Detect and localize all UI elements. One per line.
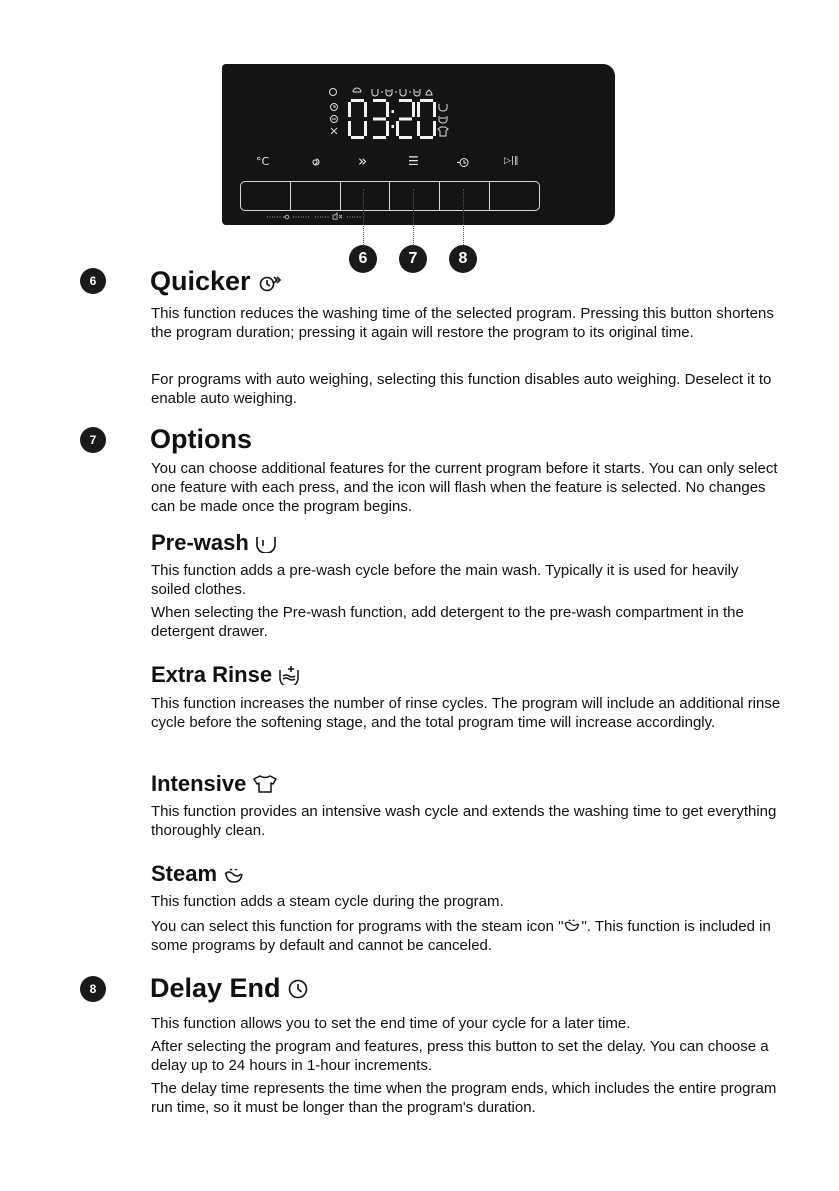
child-lock-mute-indicator	[267, 212, 372, 220]
temperature-icon: °C	[256, 155, 270, 168]
prewash-title: Pre-wash	[151, 530, 249, 555]
extra-rinse-title: Extra Rinse	[151, 662, 273, 687]
steam-title: Steam	[151, 861, 218, 886]
spin-button[interactable]	[291, 182, 341, 210]
quicker-button[interactable]	[341, 182, 391, 210]
delay-end-button[interactable]	[440, 182, 490, 210]
extra-rinse-icon	[278, 665, 300, 685]
panel-button-row	[240, 181, 540, 211]
delay-end-icon	[457, 157, 469, 168]
quicker-paragraph-2: For programs with auto weighing, selecting this function disables auto weighing. Deselect it to enable auto weighing.	[151, 371, 772, 407]
left-status-icons	[327, 102, 341, 138]
steam-paragraph-2-end: ". This function is included in some programs by default and cannot be canceled.	[151, 918, 771, 954]
steam-inline-icon	[563, 919, 581, 932]
options-list-icon: ☰	[408, 154, 419, 168]
spin-icon	[311, 157, 321, 167]
delay-end-paragraph-3: The delay time represents the time when the program ends, which includes the entire program run time, so it must be longer than the program's duration.	[151, 1080, 777, 1116]
control-panel	[222, 64, 615, 225]
options-paragraph: You can choose additional features for the current program before it starts. You can only select one feature with each press, and the icon will flash when the feature is selected. No changes can be made once the program begins.	[151, 460, 778, 515]
quicker-title: Quicker	[150, 266, 251, 296]
prewash-heading	[151, 530, 277, 556]
section-number-8: 8	[80, 976, 106, 1002]
steam-paragraph-1: This function adds a steam cycle during the program.	[151, 893, 504, 910]
intensive-paragraph: This function provides an intensive wash cycle and extends the washing time to get everything thoroughly clean.	[151, 803, 777, 839]
prewash-icon	[255, 535, 277, 553]
options-button[interactable]	[390, 182, 440, 210]
steam-paragraph-2	[151, 917, 781, 955]
intensive-icon	[252, 774, 278, 794]
quicker-chevrons-icon: »	[358, 152, 368, 170]
steam-paragraph-2-start: You can select this function for programs with the steam icon "	[151, 918, 564, 935]
steam-icon	[223, 868, 245, 884]
section-number-7: 7	[80, 427, 106, 453]
section-number-6: 6	[80, 268, 106, 294]
quicker-icon	[257, 273, 281, 293]
callout-6: 6	[349, 245, 377, 273]
temperature-button[interactable]	[241, 182, 291, 210]
quicker-paragraph-1: This function reduces the washing time of the selected program. Pressing this button shortens the program duration; pressing it again will restore the program to its original time.	[151, 305, 774, 341]
right-option-icons	[436, 102, 450, 138]
delay-end-paragraph-2: After selecting the program and features, press this button to set the delay. You can choose a delay up to 24 hours in 1-hour increments.	[151, 1038, 769, 1074]
extra-rinse-heading	[151, 662, 300, 688]
callout-8: 8	[449, 245, 477, 273]
steam-heading	[151, 861, 245, 887]
time-display	[348, 97, 436, 141]
options-heading: Options	[150, 424, 252, 454]
start-pause-button[interactable]	[490, 182, 539, 210]
intensive-heading	[151, 771, 278, 797]
delay-end-heading	[150, 973, 309, 1004]
prewash-paragraph-2: When selecting the Pre-wash function, add detergent to the pre-wash compartment in the detergent drawer.	[151, 604, 744, 640]
prewash-paragraph-1: This function adds a pre-wash cycle before the main wash. Typically it is used for heavily soiled clothes.	[151, 562, 739, 598]
start-pause-icon: ▷|‖	[504, 156, 519, 166]
intensive-title: Intensive	[151, 771, 247, 796]
delay-end-title: Delay End	[150, 973, 281, 1003]
delay-end-clock-icon	[287, 978, 309, 1000]
delay-end-paragraph-1: This function allows you to set the end time of your cycle for a later time.	[151, 1015, 631, 1032]
extra-rinse-paragraph: This function increases the number of rinse cycles. The program will include an additional rinse cycle before the softening stage, and the total program time will increase accordingly.	[151, 695, 781, 731]
callout-7: 7	[399, 245, 427, 273]
quicker-heading	[150, 266, 281, 297]
